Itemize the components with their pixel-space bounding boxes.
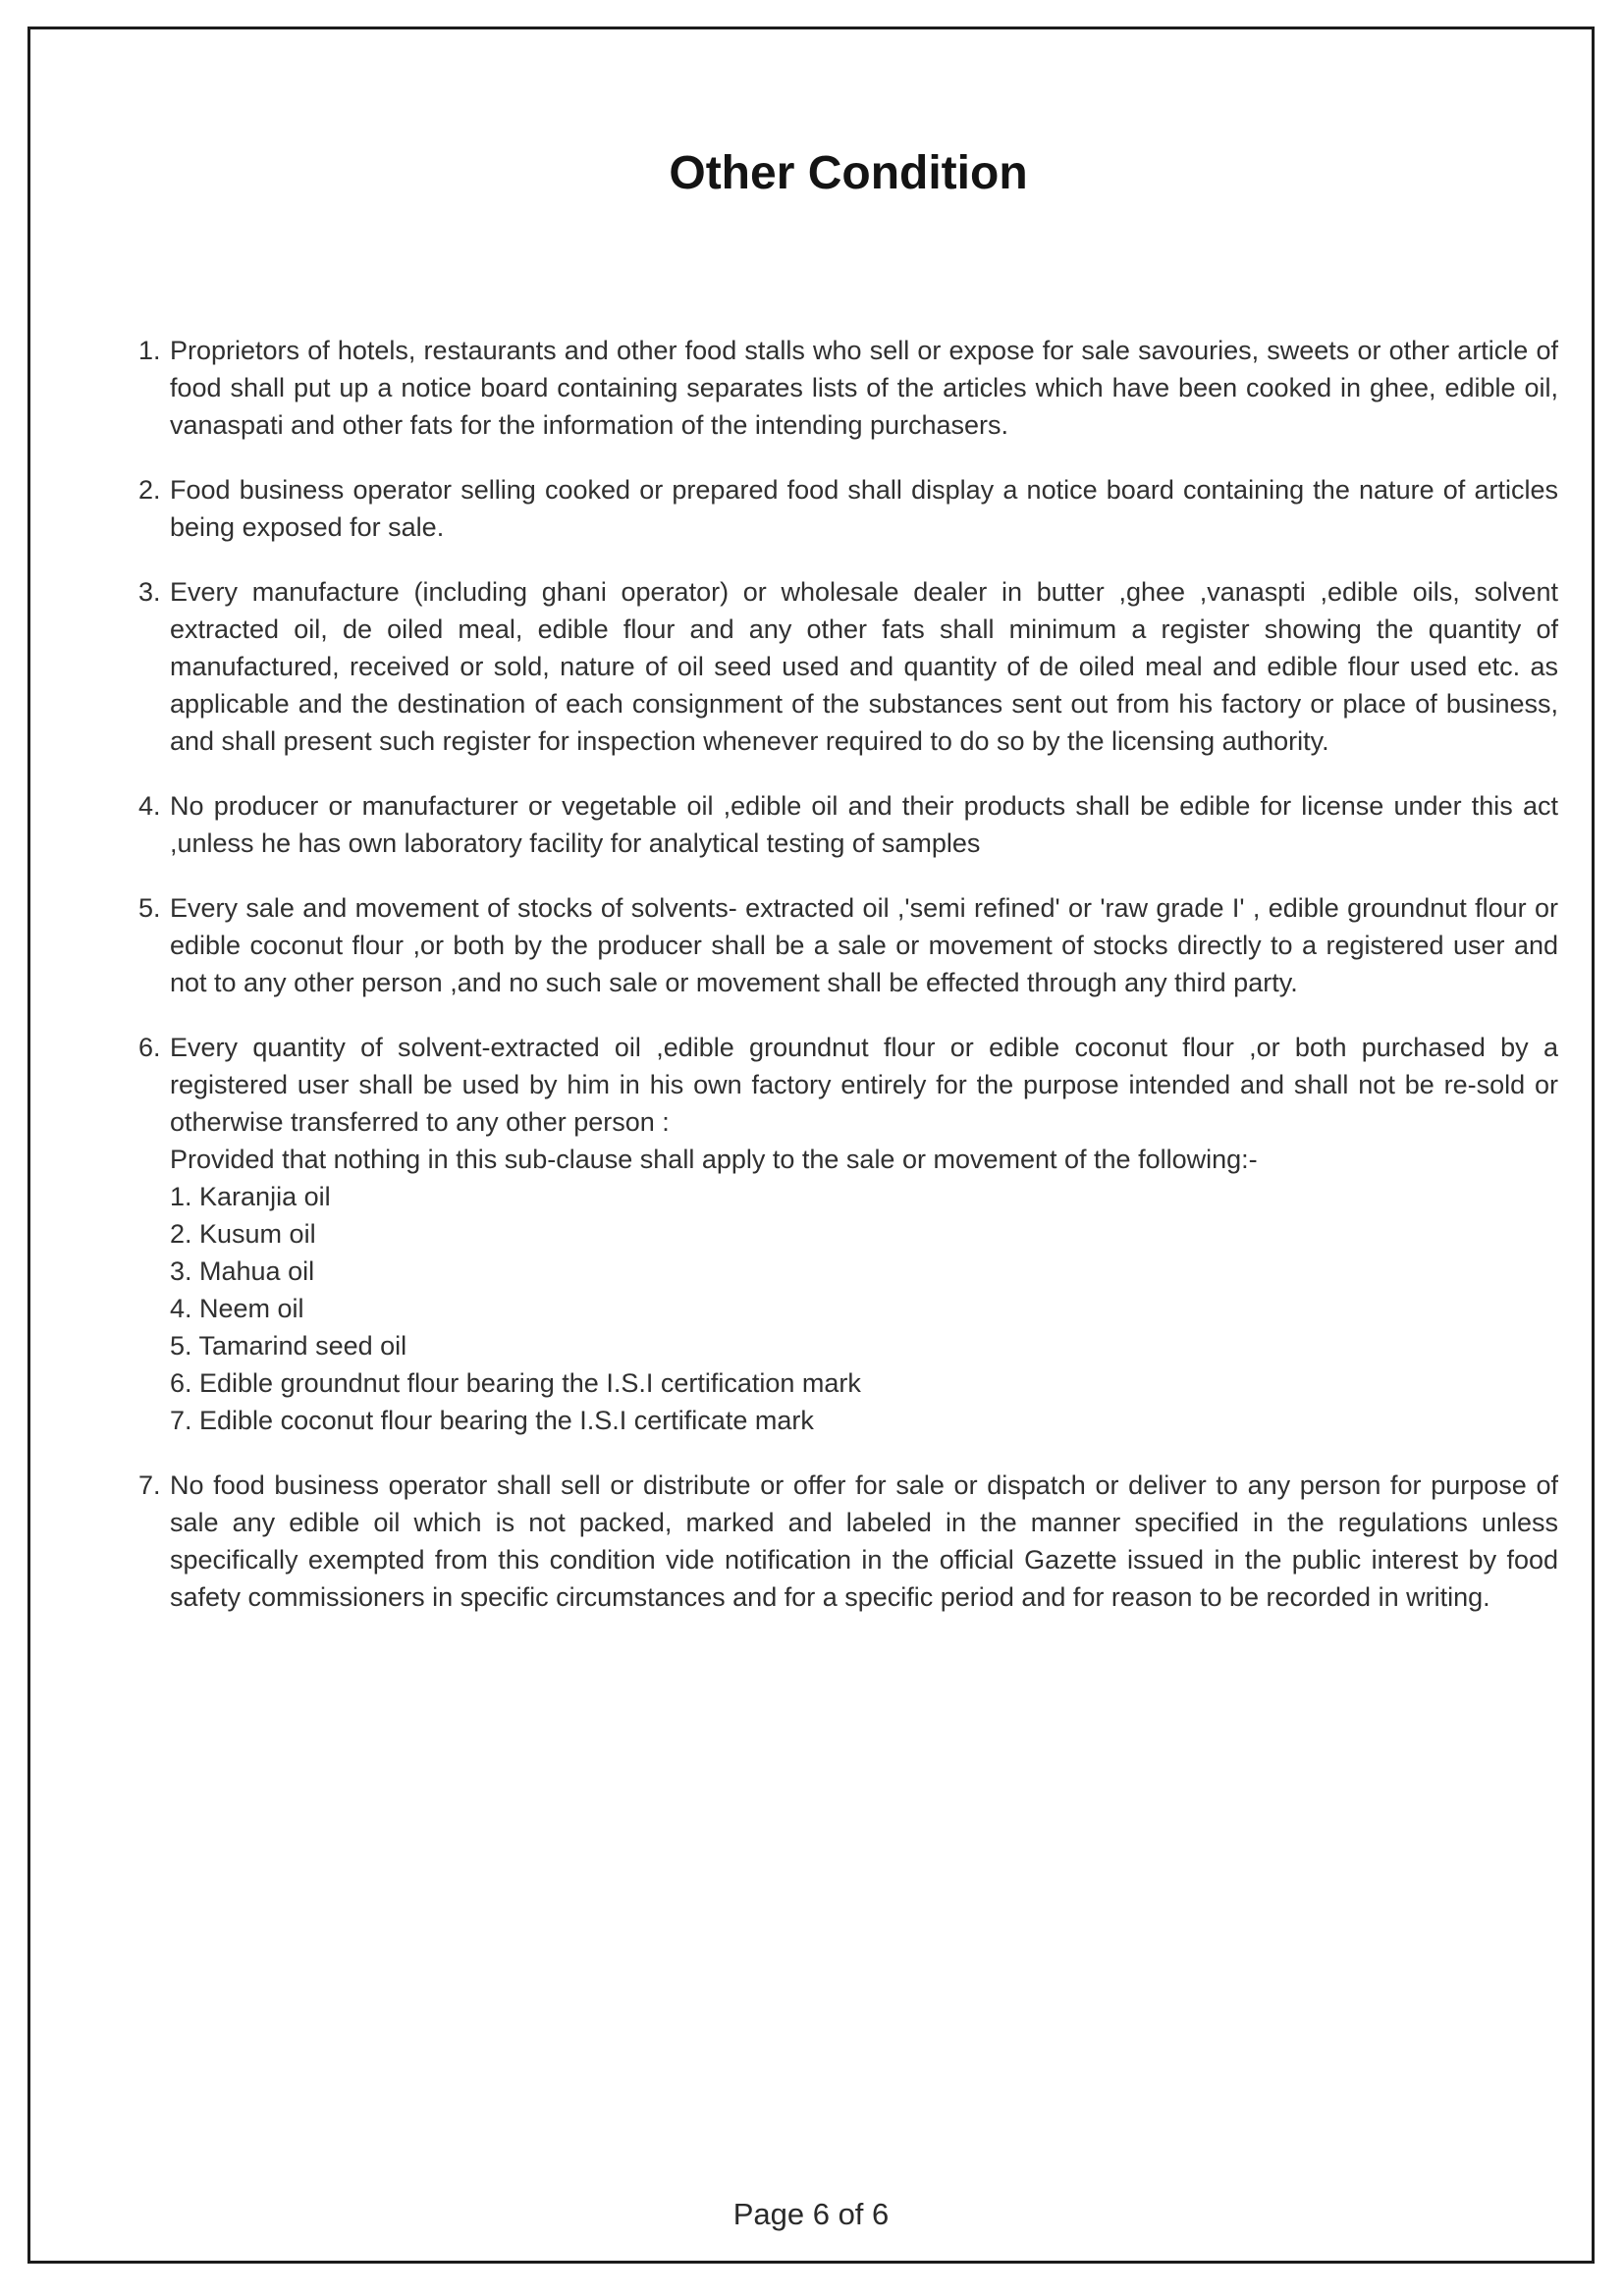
item-text: Every quantity of solvent-extracted oil ,edible groundnut flour or edible coconut flour ,or both purchased by a registered user shall be used by him in his own factory entirely for the purpose intended and shall not be re-sold or otherwise transferred to any other person :: [170, 1032, 1558, 1137]
item-text: No food business operator shall sell or distribute or offer for sale or dispatch or deliver to any person for purpose of sale any edible oil which is not packed, marked and labeled in the manner specified in the regulations unless specifically exempted from this condition vide notification in the official Gazette issued in the public interest by food safety commissioners in specific circumstances and for a specific period and for reason to be recorded in writing.: [170, 1469, 1558, 1612]
condition-item-3: [138, 573, 1558, 760]
item-body: [170, 471, 1558, 546]
condition-item-6: [138, 1029, 1558, 1439]
item-text: Food business operator selling cooked or prepared food shall display a notice board containing the nature of articles being exposed for sale.: [170, 474, 1558, 542]
sub-list-item-7: 7. Edible coconut flour bearing the I.S.I certificate mark: [170, 1405, 814, 1435]
item-number: 2.: [138, 474, 161, 505]
sub-list-item-4: 4. Neem oil: [170, 1293, 304, 1323]
sub-list-item-1: 1. Karanjia oil: [170, 1181, 331, 1211]
item-number: 1.: [138, 335, 161, 365]
sub-list-item-6: 6. Edible groundnut flour bearing the I.S.I certification mark: [170, 1367, 861, 1398]
item-number: 7.: [138, 1469, 161, 1500]
condition-item-1: [138, 332, 1558, 444]
item-body: [170, 787, 1558, 862]
condition-item-7: [138, 1467, 1558, 1616]
page-number: Page 6 of 6: [732, 2197, 890, 2231]
item-body: [170, 889, 1558, 1001]
conditions-list: [138, 332, 1558, 1616]
sub-list-item-3: 3. Mahua oil: [170, 1255, 315, 1286]
sub-list-item-5: 5. Tamarind seed oil: [170, 1330, 407, 1361]
page-content: [61, 59, 1624, 1643]
item-body: [170, 1029, 1558, 1439]
condition-item-2: [138, 471, 1558, 546]
item-text: Every manufacture (including ghani operator) or wholesale dealer in butter ,ghee ,vanaspti ,edible oils, solvent extracted oil, de oiled meal, edible flour and any other fats shall minimum a register showing the quantity of manufactured, received or sold, nature of oil seed used and quantity of de oiled meal and edible flour used etc. as applicable and the destination of each consignment of the substances sent out from his factory or place of business, and shall present such register for inspection whenever required to do so by the licensing authority.: [170, 576, 1558, 756]
page-title: Other Condition: [669, 147, 1028, 199]
condition-item-4: [138, 787, 1558, 862]
item-body: [170, 573, 1558, 760]
provided-clause: Provided that nothing in this sub-clause shall apply to the sale or movement of the following:-: [170, 1144, 1258, 1174]
item-number: 6.: [138, 1032, 161, 1062]
item-number: 5.: [138, 892, 161, 923]
condition-item-5: [138, 889, 1558, 1001]
item-text: Proprietors of hotels, restaurants and other food stalls who sell or expose for sale savouries, sweets or other article of food shall put up a notice board containing separates lists of the articles which have been cooked in ghee, edible oil, vanaspati and other fats for the information of the intending purchasers.: [170, 335, 1558, 440]
item-body: [170, 1467, 1558, 1616]
item-text: Every sale and movement of stocks of solvents- extracted oil ,'semi refined' or 'raw grade I' , edible groundnut flour or edible coconut flour ,or both by the producer shall be a sale or movement of stocks directly to a registered user and not to any other person ,and no such sale or movement shall be effected through any third party.: [170, 892, 1558, 997]
item-number: 4.: [138, 790, 161, 821]
sub-list-item-2: 2. Kusum oil: [170, 1218, 316, 1249]
page-border: [27, 27, 1595, 2264]
item-number: 3.: [138, 576, 161, 607]
item-body: [170, 332, 1558, 444]
item-text: No producer or manufacturer or vegetable oil ,edible oil and their products shall be edible for license under this act ,unless he has own laboratory facility for analytical testing of samples: [170, 790, 1558, 858]
